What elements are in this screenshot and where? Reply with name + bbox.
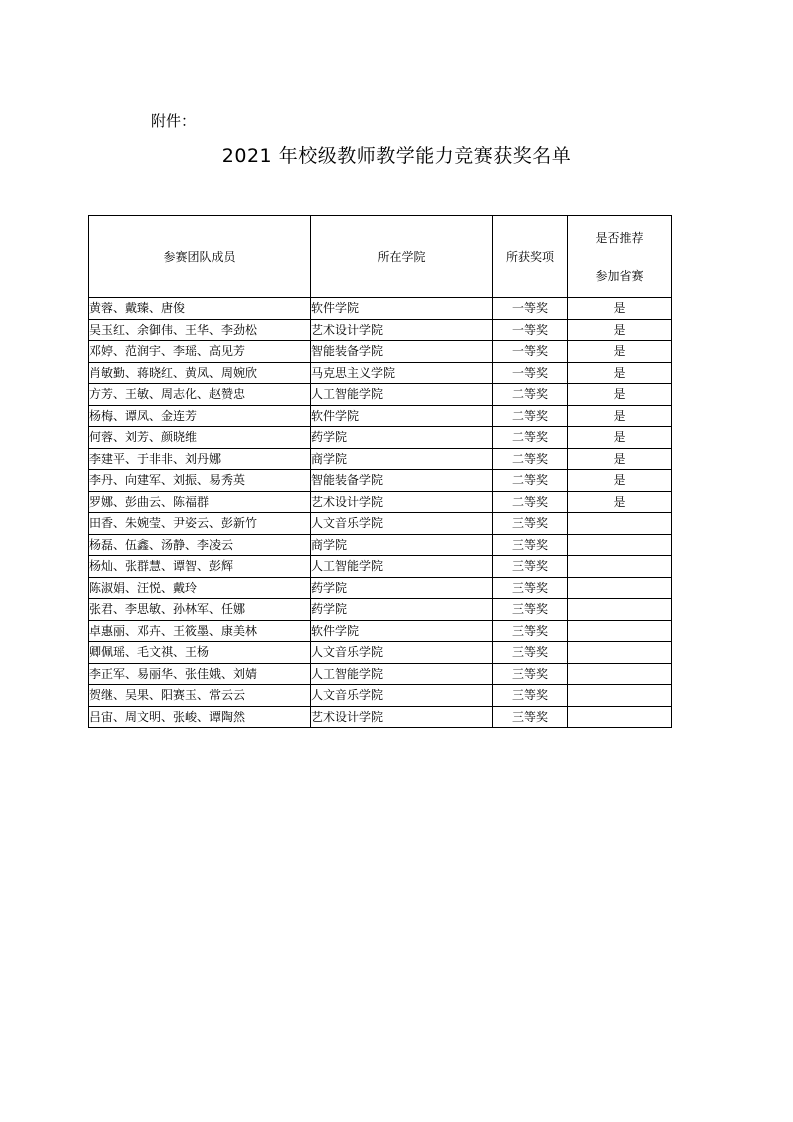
header-recommend-line1: 是否推荐 xyxy=(595,231,644,245)
table-row xyxy=(89,534,672,556)
cell-members: 陈淑娟、汪悦、戴玲 xyxy=(89,577,311,599)
cell-recommend xyxy=(568,642,672,664)
cell-college: 人工智能学院 xyxy=(311,384,493,406)
cell-recommend: 是 xyxy=(568,298,672,320)
table-body xyxy=(89,298,672,728)
table-row xyxy=(89,556,672,578)
cell-members: 杨灿、张群慧、谭智、彭辉 xyxy=(89,556,311,578)
cell-award: 三等奖 xyxy=(493,620,568,642)
cell-award: 三等奖 xyxy=(493,577,568,599)
cell-members: 杨磊、伍鑫、汤静、李凌云 xyxy=(89,534,311,556)
cell-members: 李建平、于非非、刘丹娜 xyxy=(89,448,311,470)
cell-members: 卓惠丽、邓卉、王筱墨、康美林 xyxy=(89,620,311,642)
cell-recommend: 是 xyxy=(568,448,672,470)
cell-recommend: 是 xyxy=(568,427,672,449)
table-row xyxy=(89,341,672,363)
cell-members: 李正军、易丽华、张佳娥、刘婧 xyxy=(89,663,311,685)
table-row xyxy=(89,642,672,664)
cell-members: 吴玉红、余御伟、王华、李劲松 xyxy=(89,319,311,341)
page-title: 2021 年校级教师教学能力竞赛获奖名单 xyxy=(221,145,572,167)
header-recommend xyxy=(568,216,672,298)
cell-members: 张君、李思敏、孙林军、任娜 xyxy=(89,599,311,621)
cell-award: 二等奖 xyxy=(493,470,568,492)
cell-members: 黄蓉、戴臻、唐俊 xyxy=(89,298,311,320)
table-row xyxy=(89,448,672,470)
cell-college: 药学院 xyxy=(311,427,493,449)
cell-college: 药学院 xyxy=(311,599,493,621)
cell-award: 一等奖 xyxy=(493,341,568,363)
table-row xyxy=(89,319,672,341)
cell-college: 艺术设计学院 xyxy=(311,491,493,513)
cell-members: 李丹、向建军、刘振、易秀英 xyxy=(89,470,311,492)
cell-members: 吕宙、周文明、张峻、谭陶然 xyxy=(89,706,311,728)
table-row xyxy=(89,405,672,427)
table-row xyxy=(89,384,672,406)
cell-recommend: 是 xyxy=(568,405,672,427)
cell-members: 邓婷、范润宇、李瑶、高见芳 xyxy=(89,341,311,363)
cell-recommend xyxy=(568,577,672,599)
cell-recommend xyxy=(568,599,672,621)
cell-award: 三等奖 xyxy=(493,663,568,685)
cell-recommend xyxy=(568,685,672,707)
cell-award: 一等奖 xyxy=(493,298,568,320)
table-row xyxy=(89,620,672,642)
table-row xyxy=(89,685,672,707)
cell-award: 二等奖 xyxy=(493,405,568,427)
cell-recommend xyxy=(568,556,672,578)
cell-award: 一等奖 xyxy=(493,362,568,384)
cell-recommend: 是 xyxy=(568,341,672,363)
cell-college: 药学院 xyxy=(311,577,493,599)
cell-recommend xyxy=(568,620,672,642)
cell-award: 二等奖 xyxy=(493,384,568,406)
cell-members: 贺继、吴果、阳赛玉、常云云 xyxy=(89,685,311,707)
cell-college: 软件学院 xyxy=(311,405,493,427)
table-header-row xyxy=(89,216,672,298)
cell-college: 马克思主义学院 xyxy=(311,362,493,384)
cell-college: 软件学院 xyxy=(311,620,493,642)
header-recommend-line2: 参加省赛 xyxy=(595,269,644,283)
cell-award: 三等奖 xyxy=(493,513,568,535)
cell-award: 二等奖 xyxy=(493,427,568,449)
cell-award: 三等奖 xyxy=(493,706,568,728)
cell-recommend xyxy=(568,513,672,535)
cell-award: 一等奖 xyxy=(493,319,568,341)
cell-members: 田香、朱婉莹、尹姿云、彭新竹 xyxy=(89,513,311,535)
cell-award: 二等奖 xyxy=(493,491,568,513)
cell-award: 三等奖 xyxy=(493,599,568,621)
cell-members: 罗娜、彭曲云、陈福群 xyxy=(89,491,311,513)
cell-recommend xyxy=(568,534,672,556)
cell-award: 三等奖 xyxy=(493,534,568,556)
table-row xyxy=(89,470,672,492)
table-row xyxy=(89,491,672,513)
cell-college: 人文音乐学院 xyxy=(311,642,493,664)
cell-college: 智能装备学院 xyxy=(311,341,493,363)
cell-members: 肖敏勤、蒋晓红、黄凤、周婉欣 xyxy=(89,362,311,384)
table-row xyxy=(89,706,672,728)
table-row xyxy=(89,577,672,599)
cell-members: 何蓉、刘芳、颜晓维 xyxy=(89,427,311,449)
attachment-label: 附件： xyxy=(151,112,197,130)
table-row xyxy=(89,513,672,535)
table-row xyxy=(89,663,672,685)
header-award: 所获奖项 xyxy=(493,216,568,298)
cell-college: 人文音乐学院 xyxy=(311,513,493,535)
table-row xyxy=(89,599,672,621)
table-row xyxy=(89,362,672,384)
cell-college: 人文音乐学院 xyxy=(311,685,493,707)
table-row xyxy=(89,298,672,320)
cell-recommend: 是 xyxy=(568,384,672,406)
cell-recommend: 是 xyxy=(568,319,672,341)
cell-members: 杨梅、谭凤、金连芳 xyxy=(89,405,311,427)
cell-award: 三等奖 xyxy=(493,685,568,707)
table-row xyxy=(89,427,672,449)
cell-award: 三等奖 xyxy=(493,556,568,578)
cell-recommend xyxy=(568,706,672,728)
cell-recommend: 是 xyxy=(568,470,672,492)
cell-college: 艺术设计学院 xyxy=(311,319,493,341)
cell-recommend xyxy=(568,663,672,685)
header-members: 参赛团队成员 xyxy=(89,216,311,298)
cell-members: 卿佩瑶、毛文祺、王杨 xyxy=(89,642,311,664)
cell-members: 方芳、王敏、周志化、赵赞忠 xyxy=(89,384,311,406)
cell-college: 商学院 xyxy=(311,534,493,556)
cell-college: 艺术设计学院 xyxy=(311,706,493,728)
cell-college: 软件学院 xyxy=(311,298,493,320)
cell-recommend: 是 xyxy=(568,491,672,513)
cell-college: 人工智能学院 xyxy=(311,556,493,578)
cell-college: 智能装备学院 xyxy=(311,470,493,492)
cell-award: 二等奖 xyxy=(493,448,568,470)
cell-award: 三等奖 xyxy=(493,642,568,664)
cell-recommend: 是 xyxy=(568,362,672,384)
cell-college: 人工智能学院 xyxy=(311,663,493,685)
header-college: 所在学院 xyxy=(311,216,493,298)
awards-table xyxy=(88,215,672,728)
cell-college: 商学院 xyxy=(311,448,493,470)
